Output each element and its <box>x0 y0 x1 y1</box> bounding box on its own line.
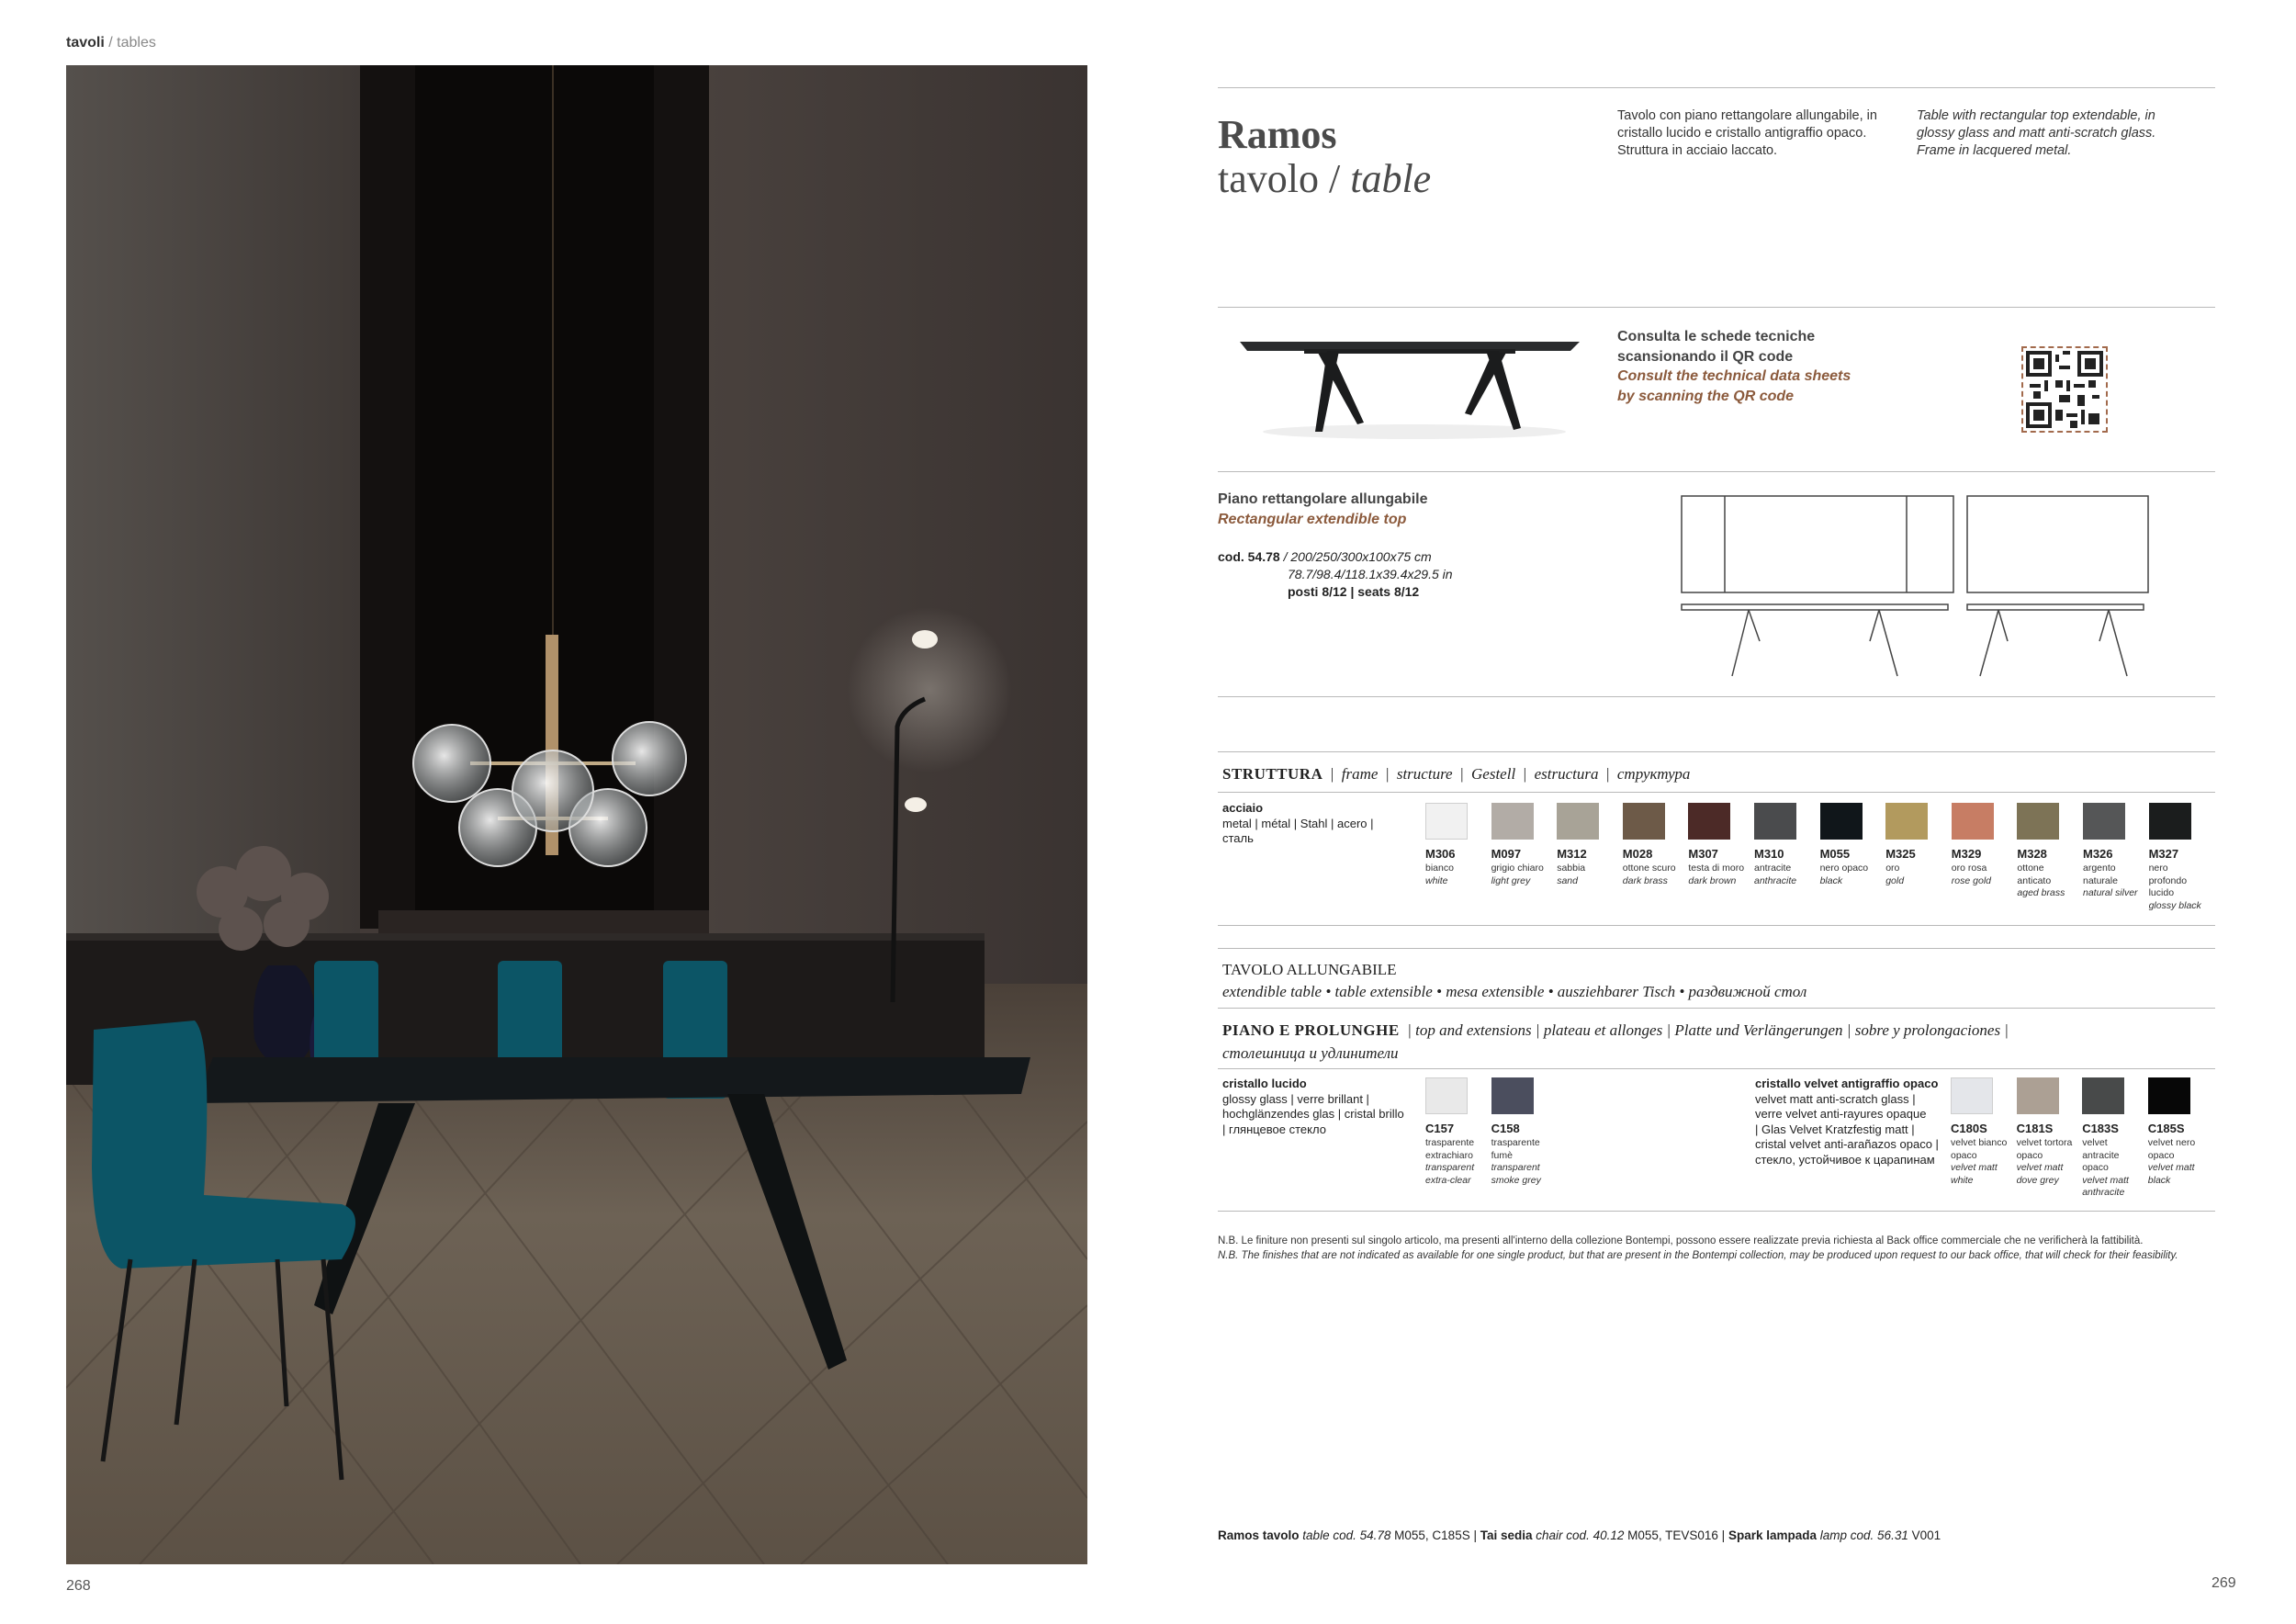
glossy-line-3: | глянцевое стекло <box>1222 1122 1326 1136</box>
swatch-code: M312 <box>1557 847 1587 861</box>
swatch-name-it: nero profondo lucido <box>2148 863 2188 898</box>
swatch-m312[interactable] <box>1557 803 1599 840</box>
swatch-m310[interactable] <box>1754 803 1796 840</box>
swatch-description <box>2149 863 2208 912</box>
tops-translations-2: столешница и удлинители <box>1222 1044 1399 1062</box>
product-dimensions <box>1218 548 1453 601</box>
swatch-name-en: light grey <box>1491 874 1531 886</box>
consult-it-line1: Consulta le schede tecniche <box>1617 329 1816 344</box>
breadcrumb-separator: / <box>108 35 113 51</box>
technical-drawing <box>1677 494 2159 678</box>
swatch-name-it: ottone anticato <box>2017 863 2052 886</box>
swatch-name-en: aged brass <box>2017 887 2065 898</box>
swatch-description <box>1885 863 1944 887</box>
divider <box>1218 751 2215 752</box>
swatch-code: C185S <box>2147 1122 2185 1135</box>
swatch-name-en: anthracite <box>1754 874 1797 886</box>
dining-room-image <box>66 65 1087 1564</box>
breadcrumb <box>66 35 156 51</box>
caption-chair-finish: M055, TEVS016 | <box>1624 1528 1728 1542</box>
structure-translation-ru: структура <box>1616 765 1691 783</box>
divider <box>1218 696 2215 697</box>
swatch-name-en: white <box>1425 874 1448 886</box>
swatch-description <box>1425 863 1484 887</box>
swatch-name-it: oro rosa <box>1951 863 1987 874</box>
swatch-code: M055 <box>1819 847 1851 861</box>
dimensions-in: 78.7/98.4/118.1x39.4x29.5 in <box>1288 567 1453 581</box>
tops-translations-1: | top and extensions | plateau et allonges | Platte und Verlängerungen | sobre y prolongaciones | <box>1407 1021 2009 1039</box>
dimensions-cm: / 200/250/300x100x75 cm <box>1279 549 1432 564</box>
glossy-line-1: glossy glass | verre brillant | <box>1222 1091 1369 1106</box>
swatch-code: M310 <box>1754 847 1784 861</box>
consult-it-line2: scansionando il QR code <box>1617 348 1794 365</box>
caption-lamp-finish: V001 <box>1908 1528 1941 1542</box>
table-product-image <box>1231 331 1589 441</box>
swatch-m325[interactable] <box>1885 803 1928 840</box>
extendible-heading: TAVOLO ALLUNGABILE <box>1222 961 1397 978</box>
swatch-m028[interactable] <box>1623 803 1665 840</box>
caption-chair-type: chair <box>1536 1528 1563 1542</box>
divider <box>1218 792 2215 793</box>
caption-lamp-type: lamp <box>1819 1528 1848 1542</box>
extendible-translations-text: extendible table • table extensible • mesa extensible • ausziehbarer Tisch • раздвижной стол <box>1222 983 1807 1000</box>
divider <box>1218 471 2215 472</box>
product-type <box>1218 155 1431 202</box>
top-title-english: Rectangular extendible top <box>1218 512 1407 527</box>
swatch-description <box>1688 863 1747 887</box>
swatch-code: M327 <box>2148 847 2179 861</box>
swatch-name-it: ottone scuro <box>1622 863 1676 874</box>
swatch-description <box>2082 1137 2141 1200</box>
swatch-name-en: transparent extra-clear <box>1425 1162 1475 1186</box>
swatch-m097[interactable] <box>1491 803 1534 840</box>
structure-translation-en: frame <box>1341 765 1379 783</box>
swatch-description <box>2017 1137 2076 1187</box>
swatch-name-it: oro <box>1885 863 1900 874</box>
swatch-name-it: trasparente extrachiaro <box>1425 1137 1475 1161</box>
structure-title: STRUTTURA <box>1222 765 1323 783</box>
swatch-name-it: grigio chiaro <box>1491 863 1544 874</box>
top-title-italian: Piano rettangolare allungabile <box>1218 491 1428 507</box>
consult-en-line2: by scanning the QR code <box>1617 388 1795 404</box>
description-italian: Tavolo con piano rettangolare allungabile, in cristallo lucido e cristallo antigraffio opaco. Struttura in acciaio laccato. <box>1617 108 1877 158</box>
material-line-1: metal | métal | Stahl | acero | <box>1222 816 1374 830</box>
qr-code-icon <box>2026 351 2103 428</box>
caption-lamp-name: Spark lampada <box>1728 1528 1817 1542</box>
swatch-m326[interactable] <box>2083 803 2125 840</box>
description-english: Table with rectangular top extendable, in glossy glass and matt anti-scratch glass. Frame in lacquered metal. <box>1917 108 2156 158</box>
divider <box>1218 307 2215 308</box>
swatch-c180s[interactable] <box>1951 1077 1993 1114</box>
swatch-description <box>1425 1137 1484 1187</box>
swatch-name-en: glossy black <box>2148 899 2201 911</box>
swatch-code: C181S <box>2016 1122 2054 1135</box>
velvet-line-2: verre velvet anti-rayures opaque <box>1755 1107 1927 1121</box>
swatch-name-it: sabbia <box>1557 863 1586 874</box>
swatch-m306[interactable] <box>1425 803 1468 840</box>
swatch-name-en: transparent smoke grey <box>1491 1162 1541 1186</box>
product-code: cod. 54.78 <box>1218 549 1280 564</box>
swatch-description <box>1491 863 1550 887</box>
swatch-description <box>1623 863 1682 887</box>
swatch-c158[interactable] <box>1491 1077 1534 1114</box>
breadcrumb-section: tavoli <box>66 35 105 51</box>
swatch-name-en: velvet matt dove grey <box>2016 1162 2064 1186</box>
page-number-right: 269 <box>2212 1575 2236 1591</box>
swatch-name-it: velvet antracite opaco <box>2082 1137 2120 1173</box>
swatch-description <box>1820 863 1879 887</box>
caption-table-type: table <box>1302 1528 1330 1542</box>
caption-table-code: cod. 54.78 <box>1333 1528 1391 1542</box>
swatch-code: M097 <box>1491 847 1522 861</box>
photo-caption <box>1218 1528 1941 1542</box>
qr-instructions <box>1617 327 1884 406</box>
caption-lamp-code: cod. 56.31 <box>1850 1528 1908 1542</box>
glossy-glass-material <box>1222 1077 1424 1137</box>
swatch-name-it: bianco <box>1425 863 1454 874</box>
swatch-description <box>1754 863 1813 887</box>
interior-photo <box>66 65 1087 1564</box>
divider <box>1218 1008 2215 1009</box>
swatch-name-it: argento naturale <box>2083 863 2118 886</box>
swatch-name-it: testa di moro <box>1688 863 1745 874</box>
material-title: acciaio <box>1222 801 1264 815</box>
divider <box>1218 925 2215 926</box>
product-name: Ramos <box>1218 112 1337 157</box>
note-english: N.B. The finishes that are not indicated as available for one single product, but that are present in the Bontempi collection, may be produced upon request to our back office, that will check for their feasibility. <box>1218 1250 2178 1261</box>
swatch-name-en: rose gold <box>1951 874 1991 886</box>
divider <box>1218 948 2215 949</box>
structure-translation-de: Gestell <box>1471 765 1516 783</box>
material-line-2: сталь <box>1222 831 1254 845</box>
caption-table-name: Ramos tavolo <box>1218 1528 1300 1542</box>
swatch-description <box>2083 863 2142 900</box>
note-italian: N.B. Le finiture non presenti sul singolo articolo, ma presenti all'interno della collezione Bontempi, possono essere realizzate previa richiesta al Back office commerciale che ne verificherà la fattibilità. <box>1218 1235 2144 1246</box>
swatch-code: C180S <box>1951 1122 1987 1135</box>
breadcrumb-sub: tables <box>117 35 156 51</box>
glossy-title: cristallo lucido <box>1222 1077 1307 1090</box>
swatch-description <box>1951 1137 2009 1187</box>
swatch-c183s[interactable] <box>2082 1077 2124 1114</box>
product-type-it: tavolo <box>1218 156 1319 201</box>
tops-title: PIANO E PROLUNGHE <box>1222 1021 1400 1039</box>
swatch-name-it: velvet tortora opaco <box>2016 1137 2073 1161</box>
caption-chair-name: Tai sedia <box>1480 1528 1533 1542</box>
swatch-code: M306 <box>1425 847 1456 861</box>
swatch-c157[interactable] <box>1425 1077 1468 1114</box>
swatch-code: M328 <box>2017 847 2047 861</box>
swatch-m328[interactable] <box>2017 803 2059 840</box>
structure-translation-fr: structure <box>1396 765 1453 783</box>
swatch-code: C157 <box>1425 1122 1455 1135</box>
swatch-description <box>2148 1137 2207 1187</box>
divider <box>1218 87 2215 88</box>
structure-material <box>1222 801 1397 847</box>
swatch-code: M325 <box>1885 847 1916 861</box>
swatch-m055[interactable] <box>1820 803 1863 840</box>
swatch-code: M326 <box>2083 847 2113 861</box>
swatch-c185s[interactable] <box>2148 1077 2190 1114</box>
product-type-en: table <box>1350 156 1432 201</box>
qr-code[interactable] <box>2021 346 2108 433</box>
swatch-code: M329 <box>1951 847 1982 861</box>
swatch-code: M028 <box>1622 847 1653 861</box>
tops-translations-line2 <box>1222 1044 1399 1063</box>
swatch-description <box>2017 863 2076 900</box>
swatch-name-en: sand <box>1557 874 1578 886</box>
swatch-name-it: velvet bianco opaco <box>1951 1137 2008 1161</box>
swatch-name-it: trasparente fumè <box>1491 1137 1540 1161</box>
swatch-name-en: black <box>1819 874 1843 886</box>
swatch-name-it: antracite <box>1754 863 1792 874</box>
velvet-glass-material <box>1755 1077 1953 1167</box>
structure-heading: STRUTTURA | frame | structure | Gestell | estructura | структура <box>1222 765 1691 783</box>
structure-translation-es: estructura <box>1534 765 1599 783</box>
swatch-name-en: velvet matt anthracite <box>2082 1174 2129 1198</box>
velvet-line-1: velvet matt anti-scratch glass | <box>1755 1091 1916 1106</box>
swatch-name-en: natural silver <box>2083 887 2138 898</box>
finishes-note <box>1218 1234 2228 1263</box>
divider <box>1218 1068 2215 1069</box>
divider <box>1218 1211 2215 1212</box>
caption-table-finish: M055, C185S | <box>1390 1528 1480 1542</box>
seats-count: posti 8/12 | seats 8/12 <box>1288 584 1420 599</box>
consult-en-line1: Consult the technical data sheets <box>1617 368 1851 384</box>
swatch-description <box>1952 863 2010 887</box>
swatch-description <box>1557 863 1615 887</box>
swatch-m307[interactable] <box>1688 803 1730 840</box>
velvet-line-4: cristal velvet anti-arañazos opaco | <box>1755 1137 1939 1151</box>
swatch-name-en: velvet matt white <box>1951 1162 1998 1186</box>
swatch-name-en: velvet matt black <box>2147 1162 2195 1186</box>
tops-heading <box>1222 1021 2009 1040</box>
swatch-code: C183S <box>2082 1122 2119 1135</box>
caption-chair-code: cod. 40.12 <box>1566 1528 1625 1542</box>
swatch-description <box>1491 1137 1550 1187</box>
swatch-m327[interactable] <box>2149 803 2191 840</box>
page-number-left: 268 <box>66 1578 91 1594</box>
swatch-name-en: gold <box>1885 874 1905 886</box>
velvet-line-5: стекло, устойчивое к царапинам <box>1755 1152 1935 1167</box>
product-type-sep: / <box>1328 156 1341 201</box>
velvet-title: cristallo velvet antigraffio opaco <box>1755 1077 1939 1090</box>
swatch-code: C158 <box>1491 1122 1520 1135</box>
swatch-code: M307 <box>1688 847 1718 861</box>
extendible-translations <box>1222 983 1806 1001</box>
swatch-name-en: dark brass <box>1622 874 1668 886</box>
swatch-name-it: nero opaco <box>1819 863 1869 874</box>
glossy-line-2: hochglänzendes glas | cristal brillo <box>1222 1107 1404 1121</box>
swatch-name-it: velvet nero opaco <box>2147 1137 2196 1161</box>
swatch-c181s[interactable] <box>2017 1077 2059 1114</box>
swatch-m329[interactable] <box>1952 803 1994 840</box>
swatch-name-en: dark brown <box>1688 874 1737 886</box>
velvet-line-3: | Glas Velvet Kratzfestig matt | <box>1755 1122 1915 1136</box>
